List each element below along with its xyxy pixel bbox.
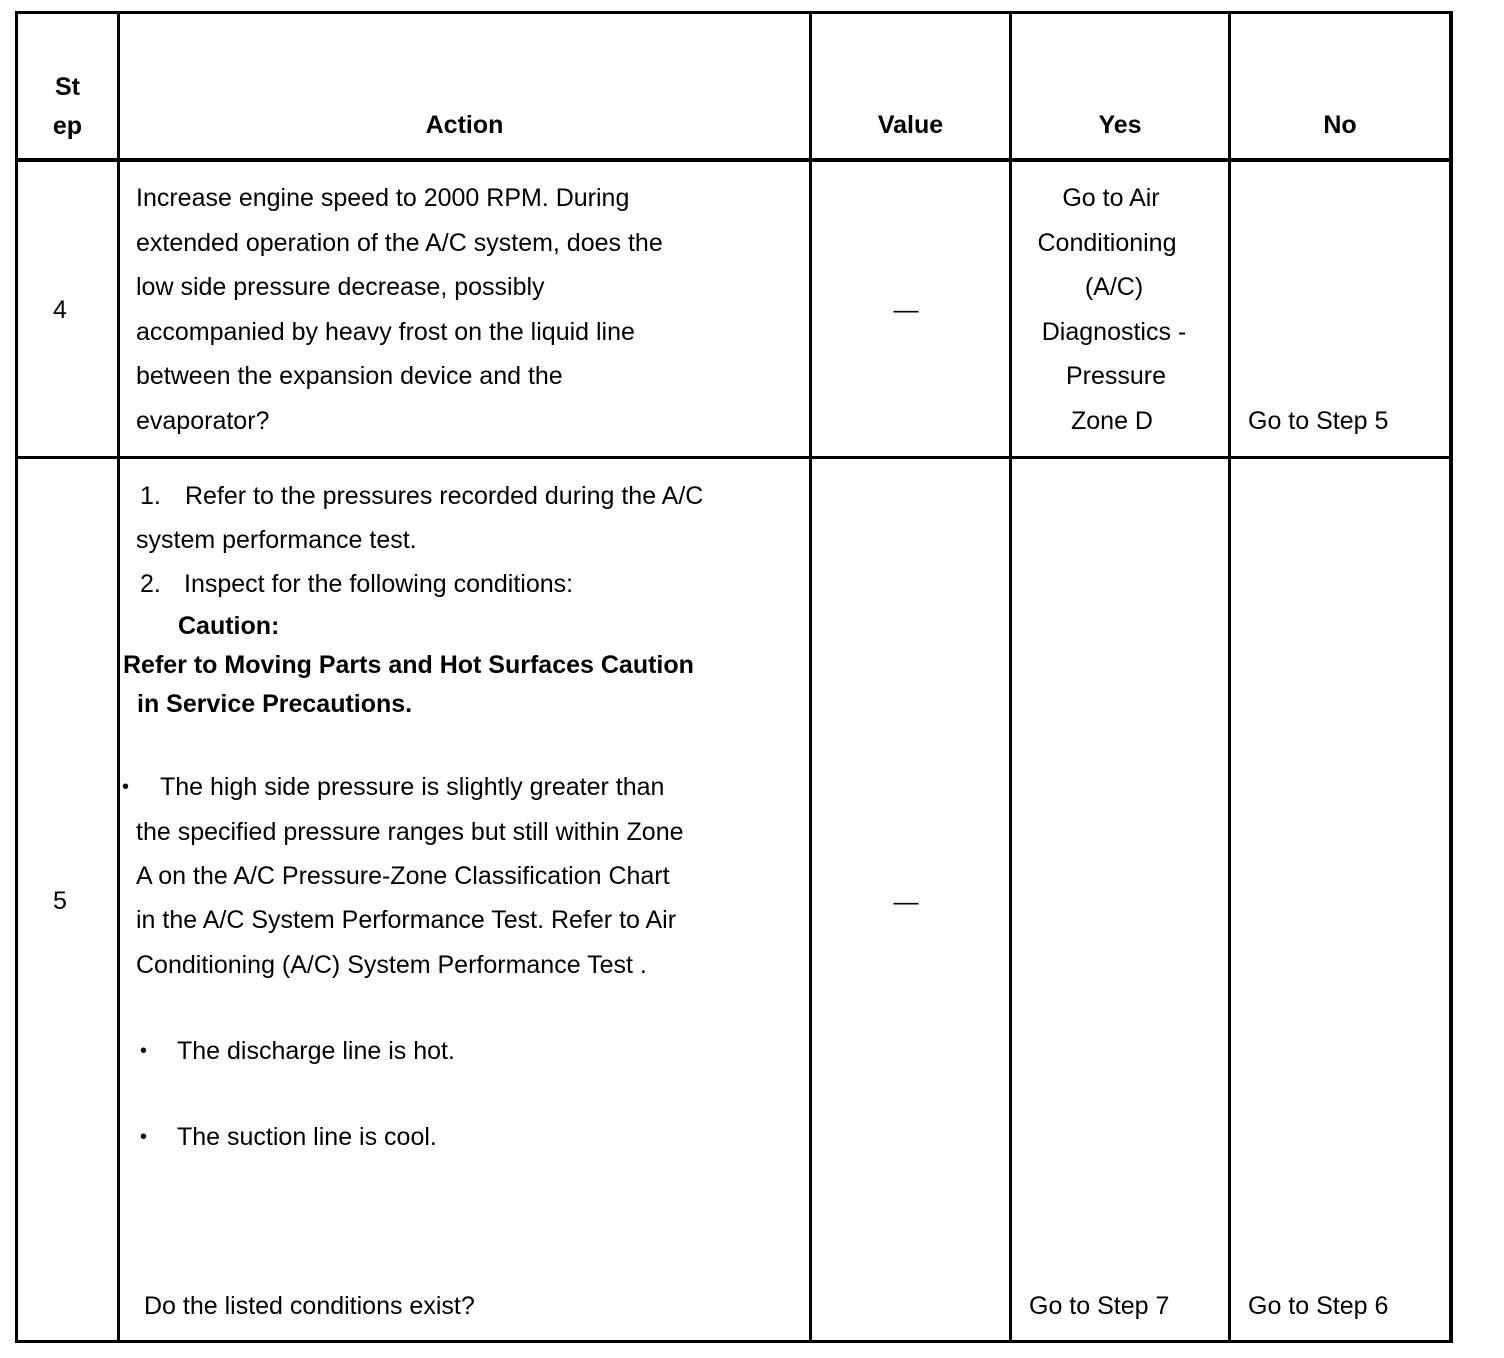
row4-yes-line: (A/C) — [1084, 273, 1144, 301]
row5-yes: Go to Step 7 — [1029, 1292, 1170, 1320]
row5-no: Go to Step 6 — [1248, 1292, 1389, 1320]
row5-action-line: A on the A/C Pressure-Zone Classification Chart — [136, 862, 670, 890]
row4-action-line: between the expansion device and the — [136, 362, 563, 390]
list-number: 1. — [140, 482, 161, 510]
row5-action-line: Inspect for the following conditions: — [184, 570, 574, 598]
header-step-line1: St — [55, 73, 80, 101]
caution-text: in Service Precautions. — [137, 690, 413, 718]
row4-step: 4 — [53, 296, 67, 324]
header-step — [18, 68, 117, 146]
row5-action-line: The high side pressure is slightly greater than — [160, 773, 665, 801]
column-divider-action — [809, 11, 812, 1343]
row5-action-line: the specified pressure ranges but still within Zone — [136, 818, 684, 846]
row4-action-line: low side pressure decrease, possibly — [136, 273, 545, 301]
row5-value: — — [893, 888, 919, 916]
row4-action-line: extended operation of the A/C system, does the — [136, 229, 663, 257]
list-number: 2. — [140, 570, 161, 598]
row4-action-line: Increase engine speed to 2000 RPM. During — [136, 184, 630, 212]
table-border-right — [1449, 11, 1453, 1343]
row4-yes-line: Diagnostics - — [1041, 318, 1187, 346]
header-value: Value — [877, 111, 944, 139]
column-divider-yes — [1228, 11, 1231, 1343]
row4-yes-line: Pressure — [1065, 362, 1167, 390]
header-divider — [15, 158, 1453, 162]
row5-action-line: The suction line is cool. — [177, 1123, 437, 1151]
row4-action-line: accompanied by heavy frost on the liquid line — [136, 318, 635, 346]
row4-value: — — [893, 296, 919, 324]
row5-action-line: system performance test. — [136, 526, 417, 554]
table-border-left — [15, 11, 18, 1343]
table-border-bottom — [15, 1340, 1453, 1343]
row5-action-line: The discharge line is hot. — [177, 1037, 455, 1065]
row4-action-line: evaporator? — [136, 407, 270, 435]
row4-yes-line: Zone D — [1071, 407, 1153, 435]
bullet-icon: • — [122, 776, 130, 798]
caution-label: Caution: — [178, 612, 280, 640]
table-border-top — [15, 11, 1453, 14]
row4-no: Go to Step 5 — [1248, 407, 1389, 435]
row5-action-line: in the A/C System Performance Test. Refer to Air — [136, 906, 677, 934]
bullet-icon: • — [140, 1126, 148, 1148]
bullet-icon: • — [140, 1040, 148, 1062]
row4-yes-line: Conditioning — [1037, 229, 1177, 257]
row5-action-line: Conditioning (A/C) System Performance Test . — [136, 951, 647, 979]
header-action: Action — [425, 111, 504, 139]
row-divider — [15, 456, 1453, 459]
row4-yes-line: Go to Air — [1062, 184, 1160, 212]
row5-question: Do the listed conditions exist? — [144, 1292, 475, 1320]
row5-action-line: Refer to the pressures recorded during the A/C — [185, 482, 704, 510]
header-yes: Yes — [1098, 111, 1142, 139]
row5-step: 5 — [53, 887, 67, 915]
column-divider-step — [117, 11, 120, 1343]
header-step-line2: ep — [52, 112, 83, 140]
header-no: No — [1323, 111, 1357, 139]
caution-text: Refer to Moving Parts and Hot Surfaces Caution — [123, 651, 694, 679]
